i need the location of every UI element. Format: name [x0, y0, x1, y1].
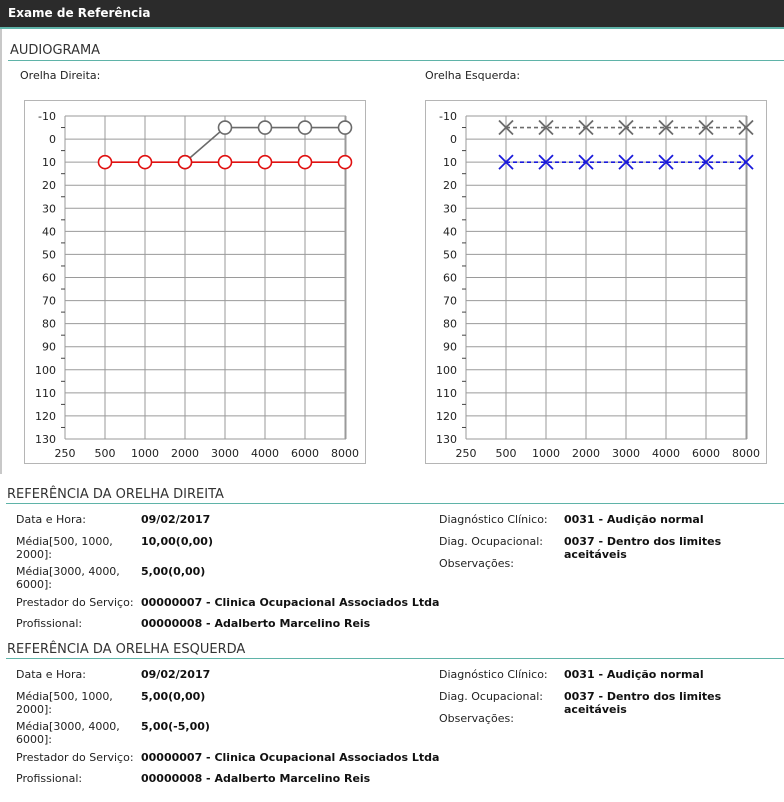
right-avg1-label — [16, 535, 113, 561]
left-ear-audiogram-svg — [426, 101, 766, 463]
left-provider-value: 00000007 - Clinica Ocupacional Associados Ltda — [141, 751, 440, 764]
left-y-tick-label: 30 — [443, 202, 457, 216]
left-ear-label: Orelha Esquerda: — [425, 69, 521, 82]
left-x-tick-label: 500 — [495, 447, 517, 460]
left-x-tick-label: 250 — [455, 447, 477, 460]
left-obs-label: Observações: — [439, 712, 514, 725]
left-y-tick-label: 90 — [443, 340, 457, 354]
right-series-1-point — [339, 156, 352, 169]
window-titlebar — [0, 0, 784, 29]
right-x-tick-label: 6000 — [291, 447, 319, 460]
left-professional-value: 00000008 - Adalberto Marcelino Reis — [141, 772, 371, 785]
left-avg2-label-line2: 6000]: — [16, 733, 52, 746]
right-diag-value: 0031 - Audição normal — [564, 513, 704, 526]
left-y-tick-label: 50 — [443, 248, 457, 262]
left-x-tick-label: 4000 — [652, 447, 680, 460]
right-series-1-point — [99, 156, 112, 169]
right-y-tick-label: -10 — [38, 110, 56, 123]
right-y-tick-label: 130 — [35, 433, 56, 446]
left-avg1-value: 5,00(0,00) — [141, 690, 206, 703]
right-avg1-label-line2: 2000]: — [16, 548, 52, 561]
right-avg2-label — [16, 565, 120, 591]
left-professional-label: Profissional: — [16, 772, 83, 785]
right-series-1-point — [299, 156, 312, 169]
right-y-tick-label: 50 — [42, 248, 56, 262]
left-y-tick-label: 20 — [443, 179, 457, 193]
left-y-tick-label: -10 — [439, 110, 457, 123]
left-avg2-value: 5,00(-5,00) — [141, 720, 210, 733]
right-y-tick-label: 0 — [49, 133, 56, 147]
right-x-tick-label: 2000 — [171, 447, 199, 460]
right-y-tick-label: 30 — [42, 202, 56, 216]
left-avg1-label — [16, 690, 113, 716]
left-y-tick-label: 130 — [436, 433, 457, 446]
right-series-0-point — [339, 121, 352, 134]
left-avg1-label-line1: Média[500, 1000, — [16, 690, 113, 703]
left-diag-value: 0031 - Audição normal — [564, 668, 704, 681]
right-date-label: Data e Hora: — [16, 513, 86, 526]
left-y-tick-label: 110 — [436, 386, 457, 400]
right-series-0-point — [299, 121, 312, 134]
right-y-tick-label: 20 — [42, 179, 56, 193]
right-obs-label: Observações: — [439, 557, 514, 570]
left-y-tick-label: 120 — [436, 409, 457, 423]
right-ear-audiogram — [24, 100, 366, 464]
right-ref-title: REFERÊNCIA DA ORELHA DIREITA — [7, 487, 224, 502]
right-avg2-value: 5,00(0,00) — [141, 565, 206, 578]
left-border — [0, 29, 2, 474]
left-date-value: 09/02/2017 — [141, 668, 211, 681]
right-ear-audiogram-svg — [25, 101, 365, 463]
right-x-tick-label: 3000 — [211, 447, 239, 460]
right-y-tick-label: 40 — [42, 225, 56, 239]
left-y-tick-label: 70 — [443, 294, 457, 308]
left-occ-value: 0037 - Dentro dos limites aceitáveis — [564, 690, 722, 716]
left-y-tick-label: 40 — [443, 225, 457, 239]
left-y-tick-label: 60 — [443, 271, 457, 285]
right-occ-value: 0037 - Dentro dos limites aceitáveis — [564, 535, 722, 561]
left-ref-title: REFERÊNCIA DA ORELHA ESQUERDA — [7, 642, 246, 657]
right-professional-value: 00000008 - Adalberto Marcelino Reis — [141, 617, 371, 630]
right-y-tick-label: 60 — [42, 271, 56, 285]
left-y-tick-label: 10 — [443, 156, 457, 170]
left-x-tick-label: 1000 — [532, 447, 560, 460]
right-series-1-point — [219, 156, 232, 169]
right-x-tick-label: 4000 — [251, 447, 279, 460]
right-ear-label: Orelha Direita: — [20, 69, 101, 82]
left-avg2-label — [16, 720, 120, 746]
right-y-tick-label: 80 — [42, 317, 56, 331]
right-ref-divider — [6, 503, 784, 504]
left-avg1-label-line2: 2000]: — [16, 703, 52, 716]
right-y-tick-label: 90 — [42, 340, 56, 354]
left-date-label: Data e Hora: — [16, 668, 86, 681]
left-y-tick-label: 0 — [450, 133, 457, 147]
audiograma-title: AUDIOGRAMA — [10, 43, 101, 58]
right-y-tick-label: 120 — [35, 409, 56, 423]
right-date-value: 09/02/2017 — [141, 513, 211, 526]
left-x-tick-label: 2000 — [572, 447, 600, 460]
right-avg1-value: 10,00(0,00) — [141, 535, 213, 548]
right-series-1-point — [139, 156, 152, 169]
left-x-tick-label: 8000 — [732, 447, 760, 460]
left-y-tick-label: 80 — [443, 317, 457, 331]
audiograma-divider — [8, 60, 784, 61]
right-x-tick-label: 8000 — [331, 447, 359, 460]
left-y-tick-label: 100 — [436, 363, 457, 377]
right-diag-label: Diagnóstico Clínico: — [439, 513, 548, 526]
left-diag-label: Diagnóstico Clínico: — [439, 668, 548, 681]
left-occ-label: Diag. Ocupacional: — [439, 690, 543, 703]
right-provider-value: 00000007 - Clinica Ocupacional Associados Ltda — [141, 596, 440, 609]
right-x-tick-label: 250 — [54, 447, 76, 460]
right-series-1-point — [179, 156, 192, 169]
left-x-tick-label: 6000 — [692, 447, 720, 460]
left-provider-label: Prestador do Serviço: — [16, 751, 134, 764]
right-y-tick-label: 10 — [42, 156, 56, 170]
left-x-tick-label: 3000 — [612, 447, 640, 460]
right-series-0-point — [259, 121, 272, 134]
left-ear-audiogram — [425, 100, 767, 464]
right-x-tick-label: 1000 — [131, 447, 159, 460]
right-series-0-point — [219, 121, 232, 134]
right-series-1-point — [259, 156, 272, 169]
right-y-tick-label: 100 — [35, 363, 56, 377]
right-y-tick-label: 110 — [35, 386, 56, 400]
right-provider-label: Prestador do Serviço: — [16, 596, 134, 609]
right-avg2-label-line1: Média[3000, 4000, — [16, 565, 120, 578]
left-ref-divider — [6, 658, 784, 659]
right-avg1-label-line1: Média[500, 1000, — [16, 535, 113, 548]
right-x-tick-label: 500 — [94, 447, 116, 460]
right-professional-label: Profissional: — [16, 617, 83, 630]
right-avg2-label-line2: 6000]: — [16, 578, 52, 591]
window-title: Exame de Referência — [8, 6, 151, 20]
right-occ-label: Diag. Ocupacional: — [439, 535, 543, 548]
right-y-tick-label: 70 — [42, 294, 56, 308]
left-avg2-label-line1: Média[3000, 4000, — [16, 720, 120, 733]
